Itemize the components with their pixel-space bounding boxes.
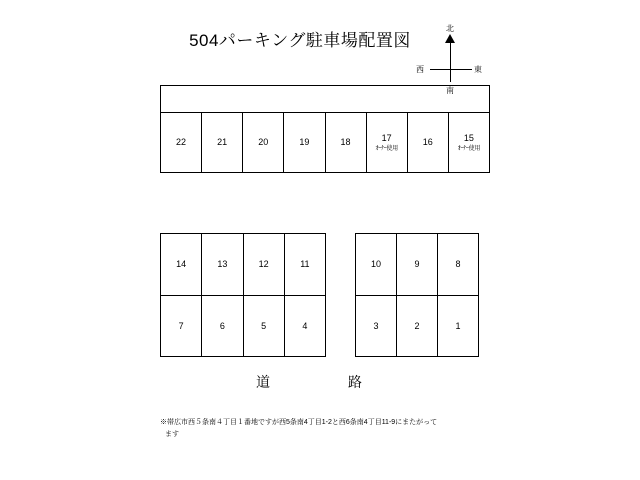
stall-number: 19 <box>299 137 310 147</box>
parking-stall[interactable] <box>356 234 396 295</box>
stall-row <box>161 112 489 172</box>
parking-stall[interactable] <box>201 113 242 172</box>
stall-number: 18 <box>340 137 351 147</box>
stall-row <box>161 295 325 357</box>
stall-number: 8 <box>455 259 461 270</box>
stall-number: 22 <box>176 137 187 147</box>
parking-stall[interactable] <box>437 234 478 295</box>
page-title: 504パーキング駐車場配置図 <box>189 31 411 50</box>
stall-number: 16 <box>422 137 433 147</box>
footnote-line-1: ※帯広市西５条南４丁目１番地ですが西5条南4丁目1-2と西6条南4丁目11-9にまたがって <box>160 419 438 426</box>
stall-number: 21 <box>217 137 228 147</box>
parking-stall[interactable] <box>161 296 201 357</box>
compass-vertical-axis <box>450 38 451 82</box>
stall-number: 10 <box>370 259 381 270</box>
parking-stall[interactable] <box>325 113 366 172</box>
stall-number: 5 <box>261 320 267 331</box>
compass-label-east: 東 <box>474 65 482 74</box>
block-header-strip <box>161 86 489 112</box>
stall-row <box>161 234 325 295</box>
compass-label-west: 西 <box>416 65 424 74</box>
stall-number: 3 <box>373 320 379 331</box>
parking-stall[interactable] <box>366 113 407 172</box>
parking-stall[interactable] <box>396 234 437 295</box>
stall-note: ｵｰﾅｰ使用 <box>457 146 481 152</box>
stall-number: 11 <box>300 259 310 270</box>
compass-north-arrow-icon <box>445 34 455 43</box>
stall-row <box>356 295 478 357</box>
stall-row <box>356 234 478 295</box>
parking-stall[interactable] <box>396 296 437 357</box>
compass-rose <box>412 24 492 94</box>
stall-number: 9 <box>414 259 420 270</box>
stall-number: 6 <box>219 320 225 331</box>
parking-stall[interactable] <box>161 113 201 172</box>
parking-block-north <box>160 85 490 173</box>
stall-number: 4 <box>302 320 308 331</box>
road-label-left: 道 <box>256 374 272 390</box>
parking-stall[interactable] <box>201 296 242 357</box>
parking-stall[interactable] <box>283 113 324 172</box>
stall-number: 17 <box>381 133 392 143</box>
compass-horizontal-axis <box>430 69 472 70</box>
stall-number: 1 <box>455 320 461 331</box>
stall-number: 14 <box>176 259 187 270</box>
stall-number: 13 <box>217 259 228 270</box>
compass-label-north: 北 <box>446 24 454 33</box>
parking-stall[interactable] <box>201 234 242 295</box>
parking-stall[interactable] <box>161 234 201 295</box>
block-header-cell <box>161 86 489 112</box>
parking-stall[interactable] <box>437 296 478 357</box>
stall-number: 20 <box>258 137 269 147</box>
footnote-line-2: ます <box>165 431 179 438</box>
parking-stall[interactable] <box>284 296 325 357</box>
footnote <box>160 417 500 441</box>
parking-block-southeast <box>355 233 479 357</box>
stall-number: 2 <box>414 320 420 331</box>
parking-stall[interactable] <box>356 296 396 357</box>
parking-stall[interactable] <box>284 234 325 295</box>
compass-label-south: 南 <box>446 86 454 95</box>
stall-number: 12 <box>258 259 269 270</box>
stall-number: 7 <box>178 320 184 331</box>
road-label-right: 路 <box>348 374 364 390</box>
stall-number: 15 <box>463 133 474 143</box>
parking-stall[interactable] <box>243 296 284 357</box>
parking-stall[interactable] <box>242 113 283 172</box>
stall-note: ｵｰﾅｰ使用 <box>375 146 398 152</box>
parking-stall[interactable] <box>448 113 489 172</box>
parking-block-southwest <box>160 233 326 357</box>
parking-stall[interactable] <box>407 113 448 172</box>
parking-stall[interactable] <box>243 234 284 295</box>
